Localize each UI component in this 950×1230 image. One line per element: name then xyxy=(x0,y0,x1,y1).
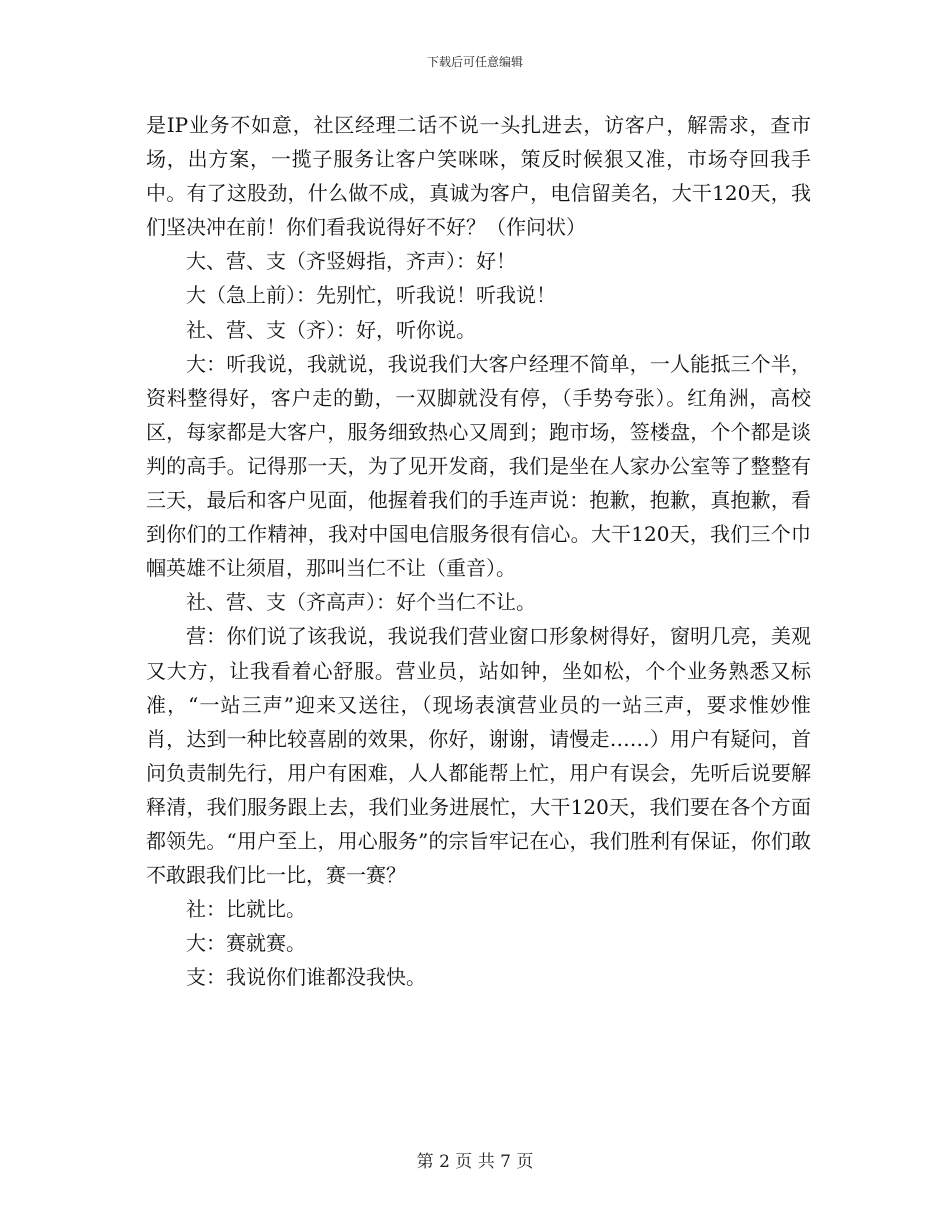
paragraph-8: 社：比就比。 xyxy=(186,897,306,922)
paragraph-4: 社、营、支（齐）：好，听你说。 xyxy=(186,317,476,342)
paragraph-1: 是IP业务不如意，社区经理二话不说一头扎进去，访客户，解需求，查市场，出方案，一揽子服务让客户笑咪咪，策反时候狠又准，市场夺回我手中。有了这股劲，什么做不成，真诚为客户，电信留美名，大干120天，我们坚决冲在前！你们看我说得好不好？（作问状） xyxy=(146,113,811,240)
paragraph-6: 社、营、支（齐高声）：好个当仁不让。 xyxy=(186,590,536,615)
page-footer: 第 2 页 共 7 页 xyxy=(416,1152,534,1172)
document-body xyxy=(146,108,811,994)
paragraph-5: 大：听我说，我就说，我说我们大客户经理不简单，一人能抵三个半，资料整得好，客户走的勤，一双脚就没有停，（手势夸张）。红角洲，高校区，每家都是大客户，服务细致热心又周到；跑市场，签楼盘，个个都是谈判的高手。记得那一天，为了见开发商，我们是坐在人家办公室等了整整有三天，最后和客户见面，他握着我们的手连声说：抱歉，抱歉，真抱歉，看到你们的工作精神，我对中国电信服务很有信心。大干120天，我们三个巾帼英雄不让须眉，那叫当仁不让（重音）。 xyxy=(146,351,811,581)
paragraph-7: 营：你们说了该我说，我说我们营业窗口形象树得好，窗明几亮，美观又大方，让我看着心舒服。营业员，站如钟，坐如松，个个业务熟悉又标准，“一站三声”迎来又送往，（现场表演营业员的一站三声，要求惟妙惟肖，达到一种比较喜剧的效果，你好，谢谢，请慢走……）用户有疑问，首问负责制先行，用户有困难，人人都能帮上忙，用户有误会，先听后说要解释清，我们服务跟上去，我们业务进展忙，大干120天，我们要在各个方面都领先。“用户至上，用心服务”的宗旨牢记在心，我们胜利有保证，你们敢不敢跟我们比一比，赛一赛？ xyxy=(146,624,811,888)
paragraph-10: 支：我说你们谁都没我快。 xyxy=(186,965,426,990)
page-header: 下载后可任意编辑 xyxy=(426,55,523,69)
paragraph-9: 大：赛就赛。 xyxy=(186,931,306,956)
paragraph-3: 大（急上前）：先别忙，听我说！听我说！ xyxy=(186,283,556,308)
paragraph-2: 大、营、支（齐竖姆指，齐声）：好！ xyxy=(186,249,516,274)
